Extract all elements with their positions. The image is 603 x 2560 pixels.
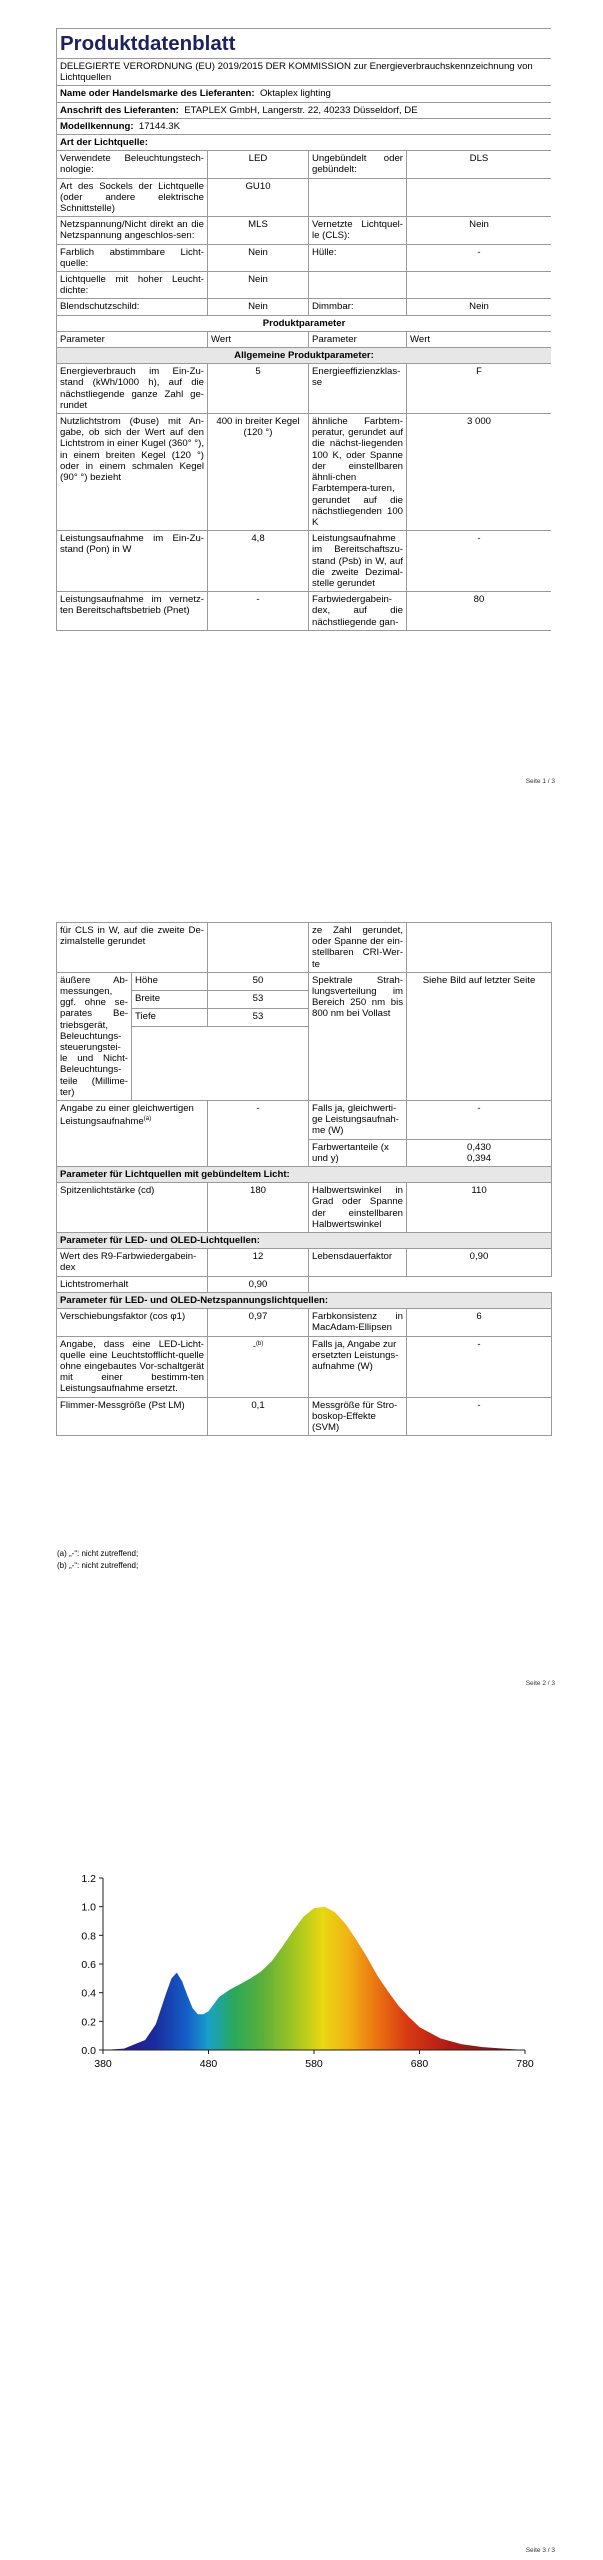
general-param-row <box>57 592 552 631</box>
product-params-heading: Produktparameter <box>57 315 552 331</box>
y-tick-label: 0.2 <box>81 2016 96 2029</box>
replacement-power-label: Falls ja, Angabe zur ersetzten Leistungs-aufnahme (W) <box>309 1336 407 1397</box>
cont-left: für CLS in W, auf die zweite De-zimalstelle gerundet <box>57 923 208 973</box>
dim-value: 53 <box>208 1008 309 1026</box>
param-label-2: ähnliche Farbtem-peratur, gerundet auf die nächst-liegenden 100 K, oder Spanne der einstellbaren ähnli-chen Farbtempera-turen, gerundet auf die nächstliegenden 100 K <box>309 414 407 531</box>
equiv-power-label: Falls ja, gleichwerti-ge Leistungsaufnah-me (W) <box>309 1101 407 1140</box>
col-value-1: Wert <box>208 331 309 347</box>
lumen-maint-label: Lichtstromerhalt <box>57 1276 208 1292</box>
cont-right: ze Zahl gerundet, oder Spanne der ein-stellbaren CRI-Wer-te <box>309 923 407 973</box>
chromaticity-value: 0,430 0,394 <box>407 1139 552 1166</box>
beam-angle-value: 110 <box>407 1183 552 1233</box>
lumen-maint-value: 0,90 <box>208 1276 309 1292</box>
lightsource-value: GU10 <box>208 178 309 217</box>
equiv-value: - <box>208 1101 309 1167</box>
x-tick-label: 780 <box>516 2058 534 2070</box>
supplier-value: Oktaplex lighting <box>259 88 331 100</box>
y-axis <box>81 1873 103 2057</box>
spectrum-chart <box>55 1870 555 2080</box>
y-tick-label: 0.0 <box>81 2045 96 2057</box>
spectrum-chart-svg <box>55 1870 555 2080</box>
y-tick-label: 1.2 <box>81 1873 96 1885</box>
lightsource-value: Nein <box>208 244 309 271</box>
lightsource-label: Lichtquelle mit hoher Leucht-dichte: <box>57 272 208 299</box>
datasheet-page1 <box>56 28 551 769</box>
lightsource-label: Farblich abstimmbare Licht-quelle: <box>57 244 208 271</box>
param-label: Leistungsaufnahme im vernetz-ten Bereitschaftsbetrieb (Pnet) <box>57 592 208 631</box>
spectrum-value: Siehe Bild auf letzter Seite <box>407 972 552 1100</box>
lightsource-value: MLS <box>208 217 309 244</box>
lightsource-value-2: Nein <box>407 299 552 315</box>
y-tick-label: 0.8 <box>81 1930 96 1943</box>
footnote-a: (a) „-“: nicht zutreffend; <box>57 1549 139 1558</box>
lightsource-label-2: Hülle: <box>309 244 407 271</box>
x-tick-label: 680 <box>410 2058 429 2070</box>
dim-value: 53 <box>208 990 309 1008</box>
supplier-label: Name oder Handelsmarke des Lieferanten: <box>60 88 255 100</box>
col-param-1: Parameter <box>57 331 208 347</box>
lightsource-row <box>57 178 552 217</box>
lightsource-label: Verwendete Beleuchtungstech-nologie: <box>57 151 208 178</box>
lightsource-label: Blendschutzschild: <box>57 299 208 315</box>
col-param-2: Parameter <box>309 331 407 347</box>
r9-value: 12 <box>208 1249 309 1276</box>
y-tick-label: 0.6 <box>81 1959 96 1971</box>
page-2 <box>0 830 603 1710</box>
mains-heading: Parameter für LED- und OLED-Netzspannungslichtquellen: <box>57 1292 552 1308</box>
param-label: Leistungsaufnahme im Ein-Zu-stand (Pon) in W <box>57 531 208 592</box>
lightsource-value-2 <box>407 272 552 299</box>
source-type-heading: Art der Lichtquelle: <box>57 135 552 151</box>
param-value-2: 80 <box>407 592 552 631</box>
lightsource-value-2 <box>407 178 552 217</box>
footnotes <box>57 1548 138 1572</box>
lightsource-label-2 <box>309 272 407 299</box>
footnote-b: (b) „-“: nicht zutreffend; <box>57 1561 139 1570</box>
param-label: Nutzlichtstrom (Φuse) mit An-gabe, ob sich der Wert auf den Lichtstrom in einer Kugel (360° °), in einem breiten Kegel (120 °) oder in einem schmalen Kegel (90° °) bezieht <box>57 414 208 531</box>
macadam-value: 6 <box>407 1309 552 1336</box>
chromaticity-label: Farbwertanteile (x und y) <box>309 1139 407 1166</box>
lightsource-row <box>57 299 552 315</box>
y-tick-label: 0.4 <box>81 1987 96 2000</box>
page-number-1: Seite 1 / 3 <box>525 778 555 785</box>
datasheet-table <box>56 28 551 631</box>
general-param-row <box>57 364 552 414</box>
dim-name: Breite <box>132 990 208 1008</box>
dim-value: 50 <box>208 972 309 990</box>
regulation-text: DELEGIERTE VERORDNUNG (EU) 2019/2015 DER KOMMISSION zur Energieverbrauchskennzeichnung von Lichtquellen <box>57 59 552 86</box>
lightsource-row <box>57 244 552 271</box>
param-label-2: Energieeffizienzklas-se <box>309 364 407 414</box>
x-tick-label: 380 <box>94 2058 112 2070</box>
cosphi-label: Verschiebungsfaktor (cos φ1) <box>57 1309 208 1336</box>
param-label: Energieverbrauch im Ein-Zu-stand (kWh/1000 h), auf die nächstliegende ganze Zahl ge-rundet <box>57 364 208 414</box>
general-param-row <box>57 414 552 531</box>
param-value-2: F <box>407 364 552 414</box>
equiv-label: Angabe zu einer gleichwertigen Leistungsaufnahme$^{(a)}$ <box>57 1101 208 1167</box>
page-title: Produktdatenblatt <box>57 29 552 59</box>
x-axis <box>94 2050 534 2070</box>
replacement-value: -$^{(b)}$ <box>208 1336 309 1397</box>
r9-label: Wert des R9-Farbwiedergabein-dex <box>57 1249 208 1276</box>
beam-angle-label: Halbwertswinkel in Grad oder Spanne der einstellbaren Halbwertswinkel <box>309 1183 407 1233</box>
replacement-label: Angabe, dass eine LED-Licht-quelle eine Leuchtstofflicht-quelle ohne eingebautes Vor-schaltgerät mit einer bestimm-ten Leistungsaufnahme ersetzt. <box>57 1336 208 1397</box>
lightsource-row <box>57 151 552 178</box>
spectrum-label: Spektrale Strah-lungsverteilung im Bereich 250 nm bis 800 nm bei Vollast <box>309 972 407 1100</box>
survival-value: 0,90 <box>407 1249 552 1276</box>
lightsource-label: Art des Sockels der Lichtquelle (oder andere elektrische Schnittstelle) <box>57 178 208 217</box>
equiv-power-value: - <box>407 1101 552 1140</box>
dim-name: Höhe <box>132 972 208 990</box>
lightsource-value-2: DLS <box>407 151 552 178</box>
lightsource-value: LED <box>208 151 309 178</box>
cosphi-value: 0,97 <box>208 1309 309 1336</box>
lightsource-row <box>57 272 552 299</box>
lightsource-value-2: Nein <box>407 217 552 244</box>
flicker-label: Flimmer-Messgröße (Pst LM) <box>57 1397 208 1436</box>
page-1 <box>0 0 603 830</box>
led-heading: Parameter für LED- und OLED-Lichtquellen: <box>57 1233 552 1249</box>
supplier-row <box>57 86 552 102</box>
page-number-2: Seite 2 / 3 <box>525 1680 555 1687</box>
stroboscopic-label: Messgröße für Stro-boskop-Effekte (SVM) <box>309 1397 407 1436</box>
dim-name: Tiefe <box>132 1008 208 1026</box>
peak-intensity-label: Spitzenlichtstärke (cd) <box>57 1183 208 1233</box>
model-row <box>57 118 552 134</box>
general-params-heading: Allgemeine Produktparameter: <box>57 348 552 364</box>
general-param-row <box>57 531 552 592</box>
spectrum-area <box>103 1907 525 2050</box>
param-value-2: 3 000 <box>407 414 552 531</box>
replacement-power-value: - <box>407 1336 552 1397</box>
param-label-2: Farbwiedergabein-dex, auf die nächstliegende gan- <box>309 592 407 631</box>
peak-intensity-value: 180 <box>208 1183 309 1233</box>
dimensions-label: äußere Ab-messungen, ggf. ohne se-parates Be-triebsgerät, Beleuchtungs-steuerungstei-le und Nicht-Beleuchtungs-teile (Millime-ter) <box>57 972 132 1100</box>
param-value: 4,8 <box>208 531 309 592</box>
address-label: Anschrift des Lieferanten: <box>60 104 179 116</box>
lightsource-value: Nein <box>208 299 309 315</box>
survival-label: Lebensdauerfaktor <box>309 1249 407 1276</box>
param-value: - <box>208 592 309 631</box>
param-label-2: Leistungsaufnahme im Bereitschaftszu-stand (Psb) in W, auf die zweite Dezimal-stelle gerundet <box>309 531 407 592</box>
lightsource-row <box>57 217 552 244</box>
x-tick-label: 480 <box>199 2058 218 2070</box>
lightsource-value: Nein <box>208 272 309 299</box>
directional-heading: Parameter für Lichtquellen mit gebündeltem Licht: <box>57 1167 552 1183</box>
macadam-label: Farbkonsistenz in MacAdam-Ellipsen <box>309 1309 407 1336</box>
address-value: ETAPLEX GmbH, Langerstr. 22, 40233 Düsseldorf, DE <box>184 104 418 116</box>
datasheet-page2 <box>56 922 551 1436</box>
lightsource-value-2: - <box>407 244 552 271</box>
y-tick-label: 1.0 <box>81 1901 96 1914</box>
datasheet-table-continued <box>56 922 552 1436</box>
x-tick-label: 580 <box>305 2058 323 2070</box>
stroboscopic-value: - <box>407 1397 552 1436</box>
lightsource-label-2: Vernetzte Lichtquel-le (CLS): <box>309 217 407 244</box>
col-value-2: Wert <box>407 331 552 347</box>
param-value: 400 in breiter Kegel (120 °) <box>208 414 309 531</box>
lightsource-label-2 <box>309 178 407 217</box>
page-3 <box>0 1710 603 2560</box>
param-value-2: - <box>407 531 552 592</box>
lightsource-label-2: Ungebündelt oder gebündelt: <box>309 151 407 178</box>
address-row <box>57 102 552 118</box>
model-label: Modellkennung: <box>60 120 134 132</box>
flicker-value: 0,1 <box>208 1397 309 1436</box>
model-value: 17144.3K <box>138 120 180 132</box>
lightsource-label-2: Dimmbar: <box>309 299 407 315</box>
param-value: 5 <box>208 364 309 414</box>
page-number-3: Seite 3 / 3 <box>525 2547 555 2554</box>
lightsource-label: Netzspannung/Nicht direkt an die Netzspannung angeschlos-sen: <box>57 217 208 244</box>
